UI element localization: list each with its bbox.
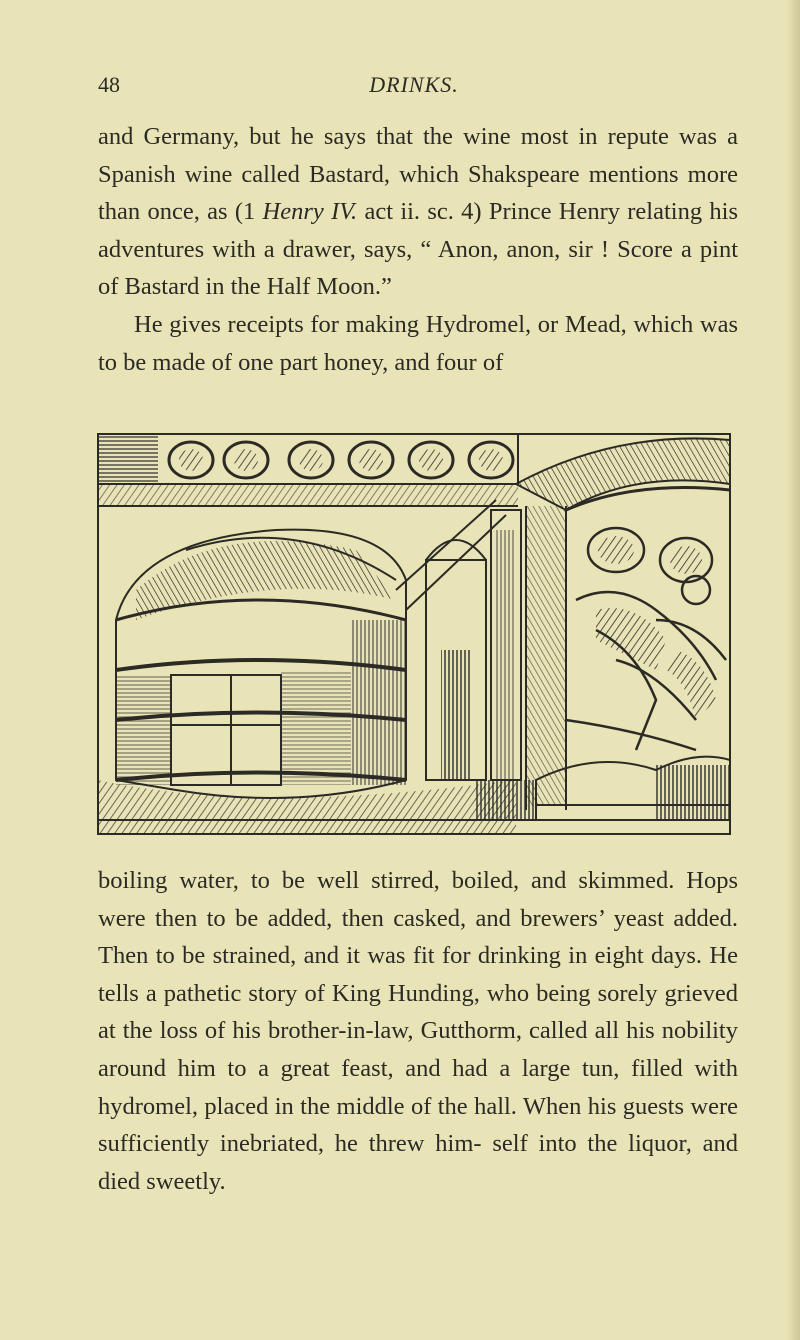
text-block-bottom <box>98 862 738 1200</box>
paragraph-3: boiling water, to be well stirred, boiled, and skimmed. Hops were then to be added, then casked, and brewers’ yeast added. Then to be strained, and it was fit for drinking in eight days. He tells a pathetic story of King Hunding, who being sorely grieved at the loss of his brother-in-law, Gutthorm, called all his nobility around him to a great feast, and had a large tun, filled with hydromel, placed in the middle of the hall. When his guests were sufficiently inebriated, he threw him- self into the liquor, and died sweetly. <box>98 867 738 1195</box>
mead-hall-woodcut-icon <box>96 420 732 838</box>
running-head: DRINKS. <box>369 72 459 97</box>
paragraph-1 <box>98 118 738 306</box>
paragraph-1-start: and Germany, but he says that the wine most in repute was a Spanish wine called Bastard, which Shakspeare mentions more than once, as (1 <box>98 123 738 226</box>
paragraph-1-end: act ii. sc. 4) Prince Henry relating his adventures with a drawer, says, “ Anon, anon, sir ! Score a pint of Bastard in the Half Moon.” <box>98 198 738 301</box>
page-edge-shadow <box>786 0 800 1340</box>
page-header <box>98 72 730 108</box>
text-block-top <box>98 118 738 381</box>
play-title-italic: Henry IV. <box>262 198 358 226</box>
paragraph-2: He gives receipts for making Hydromel, or Mead, which was to be made of one part honey, and four of <box>98 310 738 376</box>
page-number: 48 <box>98 72 120 97</box>
